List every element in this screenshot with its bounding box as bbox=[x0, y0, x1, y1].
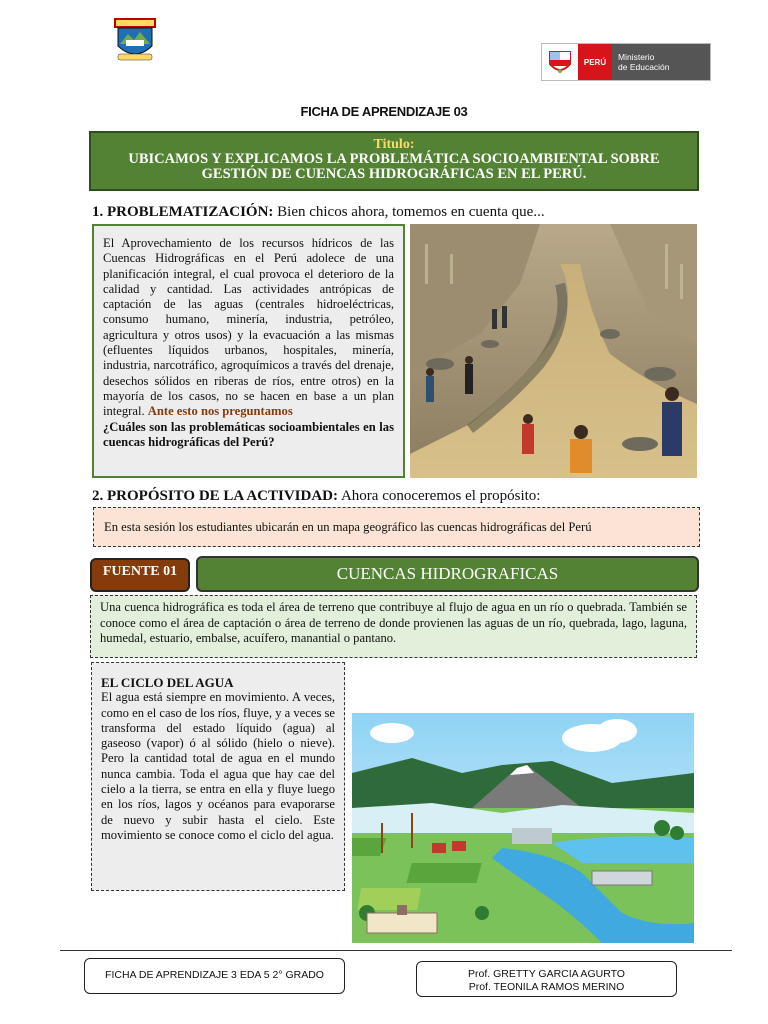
ministry-name-line2: de Educación bbox=[618, 62, 670, 72]
section1-title: PROBLEMATIZACIÓN: bbox=[107, 204, 274, 220]
document-title: FICHA DE APRENDIZAJE 03 bbox=[300, 104, 468, 119]
problem-question: ¿Cuáles son las problemáticas socioambientales en las cuencas hidrográficas del Perú? bbox=[103, 419, 394, 449]
ministry-name-line1: Ministerio bbox=[618, 52, 655, 62]
water-cycle-body: El agua está siempre en movimiento. A veces, como en el caso de los ríos, fluye, y a veces se transforma del estado líquido (agua) al gaseoso (vapor) ó al sólido (hielo o nieve). Pero la cantidad total de agua en el mundo nunca cambia. Toda el agua que hay cae del cielo a la tierra, se entra en ella y fluye luego en los ríos, lagos y océanos para evaporarse de nuevo y subir hasta el cielo. Este movimiento se conoce como el ciclo del agua. bbox=[101, 690, 335, 842]
section2-title: PROPÓSITO DE LA ACTIVIDAD: bbox=[107, 488, 339, 504]
cuencas-banner: CUENCAS HIDROGRAFICAS bbox=[196, 556, 699, 592]
section2-intro: Ahora conoceremos el propósito: bbox=[340, 488, 541, 504]
peru-coat-of-arms-icon bbox=[542, 44, 578, 80]
peru-label: PERÚ bbox=[578, 44, 612, 80]
source-tab: FUENTE 01 bbox=[90, 558, 190, 592]
water-cycle-box bbox=[91, 662, 345, 891]
problematizacion-text-box bbox=[92, 224, 405, 478]
footer-teachers bbox=[416, 961, 677, 997]
problem-lead-in: Ante esto nos preguntamos bbox=[147, 404, 293, 419]
ministry-name bbox=[612, 44, 710, 80]
water-cycle-heading: EL CICLO DEL AGUA bbox=[101, 675, 234, 690]
section2-number: 2. bbox=[92, 488, 104, 504]
section-problematizacion-heading bbox=[92, 203, 545, 221]
watershed-illustration bbox=[352, 713, 694, 943]
section1-intro: Bien chicos ahora, tomemos en cuenta que... bbox=[277, 204, 545, 220]
footer-document-label: FICHA DE APRENDIZAJE 3 EDA 5 2° GRADO bbox=[84, 958, 345, 994]
section-proposito-heading bbox=[92, 487, 540, 505]
problem-body: El Aprovechamiento de los recursos hídricos de las Cuencas Hidrográficas en el Perú adolece de una planificación integral, el cual provoca el deterioro de la calidad y cantidad. Las actividades antrópicas de captación de las aguas (centrales hidroeléctricas, consumo humano, minería, industria, petróleo, agricultura y otros usos) y la evacuación a las mismas (efluentes líquidos urbanos, hospitales, minería, industria, narcotráfico, agroquímicos a través del drenaje, desechos sólidos en riberas de ríos, entre otros) en la mayoría de los casos, no se hacen en base a un plan integral. bbox=[103, 236, 394, 419]
footer-divider bbox=[60, 950, 732, 951]
title-text: UBICAMOS Y EXPLICAMOS LA PROBLEMÁTICA SOCIOAMBIENTAL SOBRE GESTIÓN DE CUENCAS HIDROGRÁFICAS EN EL PERÚ. bbox=[128, 151, 660, 182]
section1-number: 1. bbox=[92, 204, 104, 220]
teacher-1: Prof. GRETTY GARCIA AGURTO bbox=[468, 968, 625, 980]
teacher-2: Prof. TEONILA RAMOS MERINO bbox=[468, 981, 625, 993]
definition-box: Una cuenca hidrográfica es toda el área de terreno que contribuye al flujo de agua en un río o quebrada. También se conoce como el área de captación o área de terreno de donde provienen las aguas de un río, quebrada, lago, laguna, humedal, estuario, embalse, acuífero, manantial o pantano. bbox=[90, 595, 697, 658]
title-label: Titulo: bbox=[373, 137, 415, 152]
title-box bbox=[89, 131, 699, 191]
polluted-river-photo bbox=[410, 224, 697, 478]
purpose-box: En esta sesión los estudiantes ubicarán en un mapa geográfico las cuencas hidrográficas del Perú bbox=[93, 507, 700, 547]
ministry-of-education-logo bbox=[541, 43, 711, 81]
school-seal-logo bbox=[112, 16, 158, 64]
